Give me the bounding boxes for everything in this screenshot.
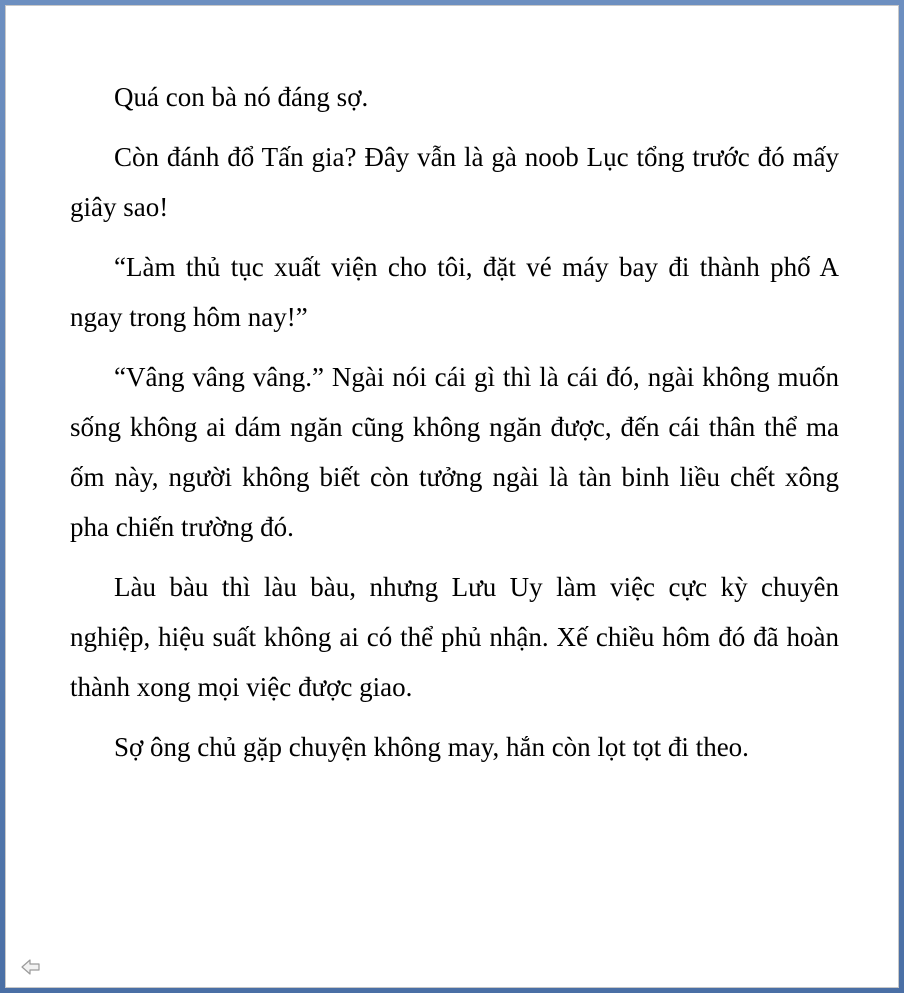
paragraph-3: “Làm thủ tục xuất viện cho tôi, đặt vé máy bay đi thành phố A ngay trong hôm nay!”: [70, 252, 839, 332]
document-page: [5, 5, 899, 988]
paragraph-5: Làu bàu thì làu bàu, nhưng Lưu Uy làm việc cực kỳ chuyên nghiệp, hiệu suất không ai có thể phủ nhận. Xế chiều hôm đó đã hoàn thành xong mọi việc được giao.: [70, 572, 839, 702]
back-arrow-icon[interactable]: [20, 958, 42, 976]
paragraph-1: Quá con bà nó đáng sợ.: [114, 82, 369, 112]
paragraph-4: “Vâng vâng vâng.” Ngài nói cái gì thì là cái đó, ngài không muốn sống không ai dám ngăn cũng không ngăn được, đến cái thân thể ma ốm này, người không biết còn tưởng ngài là tàn binh liều chết xông pha chiến trường đó.: [70, 362, 839, 542]
paragraph-6: Sợ ông chủ gặp chuyện không may, hắn còn lọt tọt đi theo.: [114, 732, 749, 762]
paragraph-2: Còn đánh đổ Tấn gia? Đây vẫn là gà noob Lục tổng trước đó mấy giây sao!: [70, 142, 839, 222]
document-body: [70, 72, 839, 782]
